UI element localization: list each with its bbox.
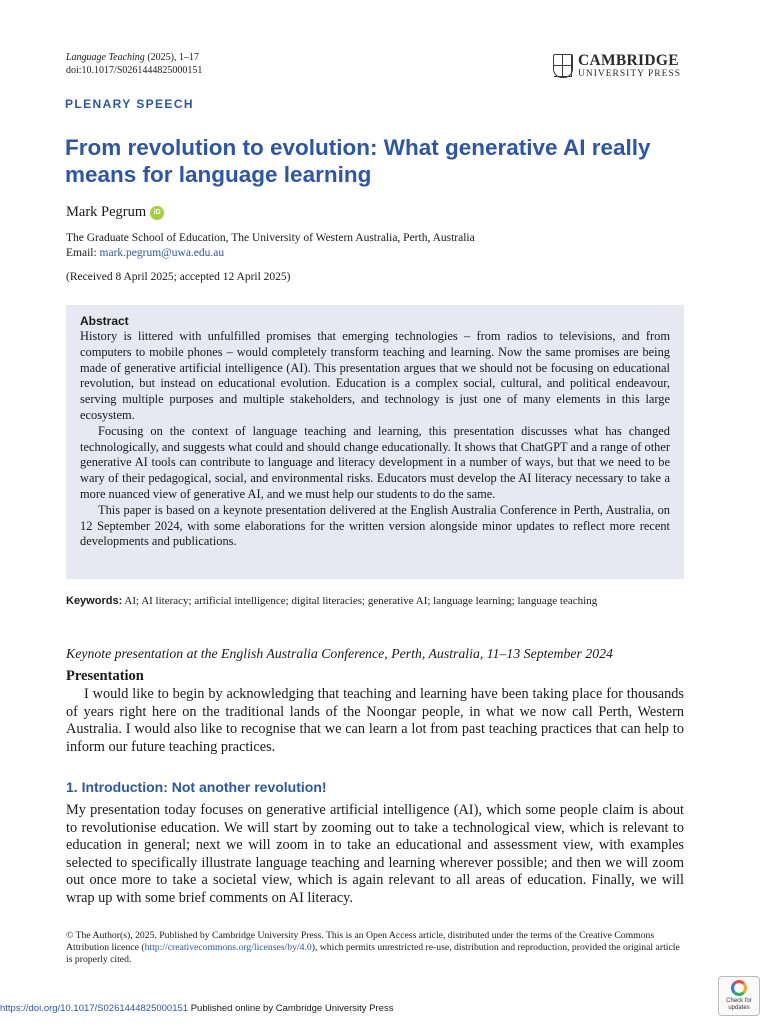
page-footer	[0, 1003, 393, 1014]
keywords-label: Keywords:	[66, 595, 123, 607]
abstract-box	[66, 305, 684, 579]
publisher-subname: UNIVERSITY PRESS	[578, 68, 682, 79]
article-title: From revolution to evolution: What generative AI really means for language learning	[65, 135, 651, 187]
check-for-updates-button[interactable]	[718, 976, 760, 1016]
footer-doi-link[interactable]: https://doi.org/10.1017/S0261444825000151	[0, 1003, 189, 1014]
author-line	[66, 204, 164, 221]
journal-name: Language Teaching	[66, 52, 145, 63]
section-heading: 1. Introduction: Not another revolution!	[66, 779, 327, 795]
badge-line2: updates	[728, 1004, 750, 1011]
abstract-paragraph: This paper is based on a keynote presentation delivered at the English Australia Conference in Perth, Australia, on 12 September 2024, with some elaborations for the written version alongside minor updates to reflect more recent developments and publications.	[80, 502, 670, 549]
footer-published: Published online by Cambridge University Press	[188, 1003, 394, 1014]
journal-header	[66, 51, 202, 77]
orcid-icon[interactable]: iD	[150, 206, 164, 220]
publisher-name: CAMBRIDGE	[578, 52, 679, 69]
shield-icon	[553, 54, 573, 78]
email-label: Email:	[66, 247, 100, 259]
license-text-before: © The Author(s), 2025. Published by Cambridge University Press. This is an Open Access article, distributed under the terms of the Creative Commons Attribution licence (	[66, 930, 655, 953]
received-dates: (Received 8 April 2025; accepted 12 April 2025)	[66, 271, 291, 283]
badge-line1: Check for	[726, 998, 752, 1004]
article-doi: doi:10.1017/S0261444825000151	[66, 65, 203, 76]
publisher-logo	[553, 53, 681, 79]
abstract-heading: Abstract	[80, 314, 129, 328]
presentation-section	[66, 686, 684, 756]
keywords-text: AI; AI literacy; artificial intelligence; digital literacies; generative AI; language learning; language teaching	[122, 595, 598, 607]
license-notice	[66, 930, 684, 965]
keywords	[66, 595, 597, 607]
license-link[interactable]: http://creativecommons.org/licenses/by/4.0	[144, 941, 312, 953]
journal-meta: (2025), 1–17	[144, 52, 199, 63]
introduction-paragraph: My presentation today focuses on generative artificial intelligence (AI), which some people claim is about to revolutionise education. We will start by zooming out to take a technological view, which is relevant to education in general; next we will zoom in to take an educational and assessment view, with examples selected to specifically illustrate language teaching and learning wherever possible; and then we will zoom out once more to take a societal view, which is again relevant to all areas of education. Finally, we will wrap up with some brief comments on AI literacy.	[66, 802, 684, 906]
abstract-paragraph: Focusing on the context of language teaching and learning, this presentation discusses what has changed technologically, and suggests what could and should change educationally. It shows that ChatGPT and a range of other generative AI tools can contribute to language and literacy development in a number of ways, but that we need to be wary of their pedagogical, social, and environmental risks. Educators must develop the AI literacy necessary to take a more nuanced view of generative AI, and we must help our students to do the same.	[80, 423, 670, 501]
keynote-note: Keynote presentation at the English Australia Conference, Perth, Australia, 11–13 September 2024	[66, 646, 613, 661]
presentation-paragraph: I would like to begin by acknowledging that teaching and learning have been taking place for thousands of years right here on the traditional lands of the Noongar people, in what we now call Perth, Western Australia. I would also like to recognise that we can learn a lot from past teaching practices that can help to inform our future teaching practices.	[66, 686, 684, 755]
affiliation-block	[66, 231, 475, 261]
email-link[interactable]: mark.pegrum@uwa.edu.au	[99, 247, 225, 259]
section-label: PLENARY SPEECH	[65, 97, 194, 111]
author-name[interactable]: Mark Pegrum	[66, 204, 147, 220]
check-updates-icon	[731, 980, 747, 996]
affiliation: The Graduate School of Education, The University of Western Australia, Perth, Australia	[66, 232, 475, 244]
presentation-heading: Presentation	[66, 668, 144, 684]
abstract-paragraph: History is littered with unfulfilled promises that emerging technologies – from radios to televisions, and from computers to mobile phones – would completely transform teaching and learning. Now the same promises are being made of generative artificial intelligence (AI). This presentation argues that we should not be focusing on educational revolution, but instead on educational evolution. Education is a complex social, cultural, and political endeavour, serving multiple purposes and multiple stakeholders, and technology is just one of many elements in this large ecosystem.	[80, 329, 670, 422]
license-text-after: ), which permits unrestricted re-use, distribution and reproduction, provided the original article is properly cited.	[66, 941, 680, 965]
introduction-section	[66, 802, 684, 908]
